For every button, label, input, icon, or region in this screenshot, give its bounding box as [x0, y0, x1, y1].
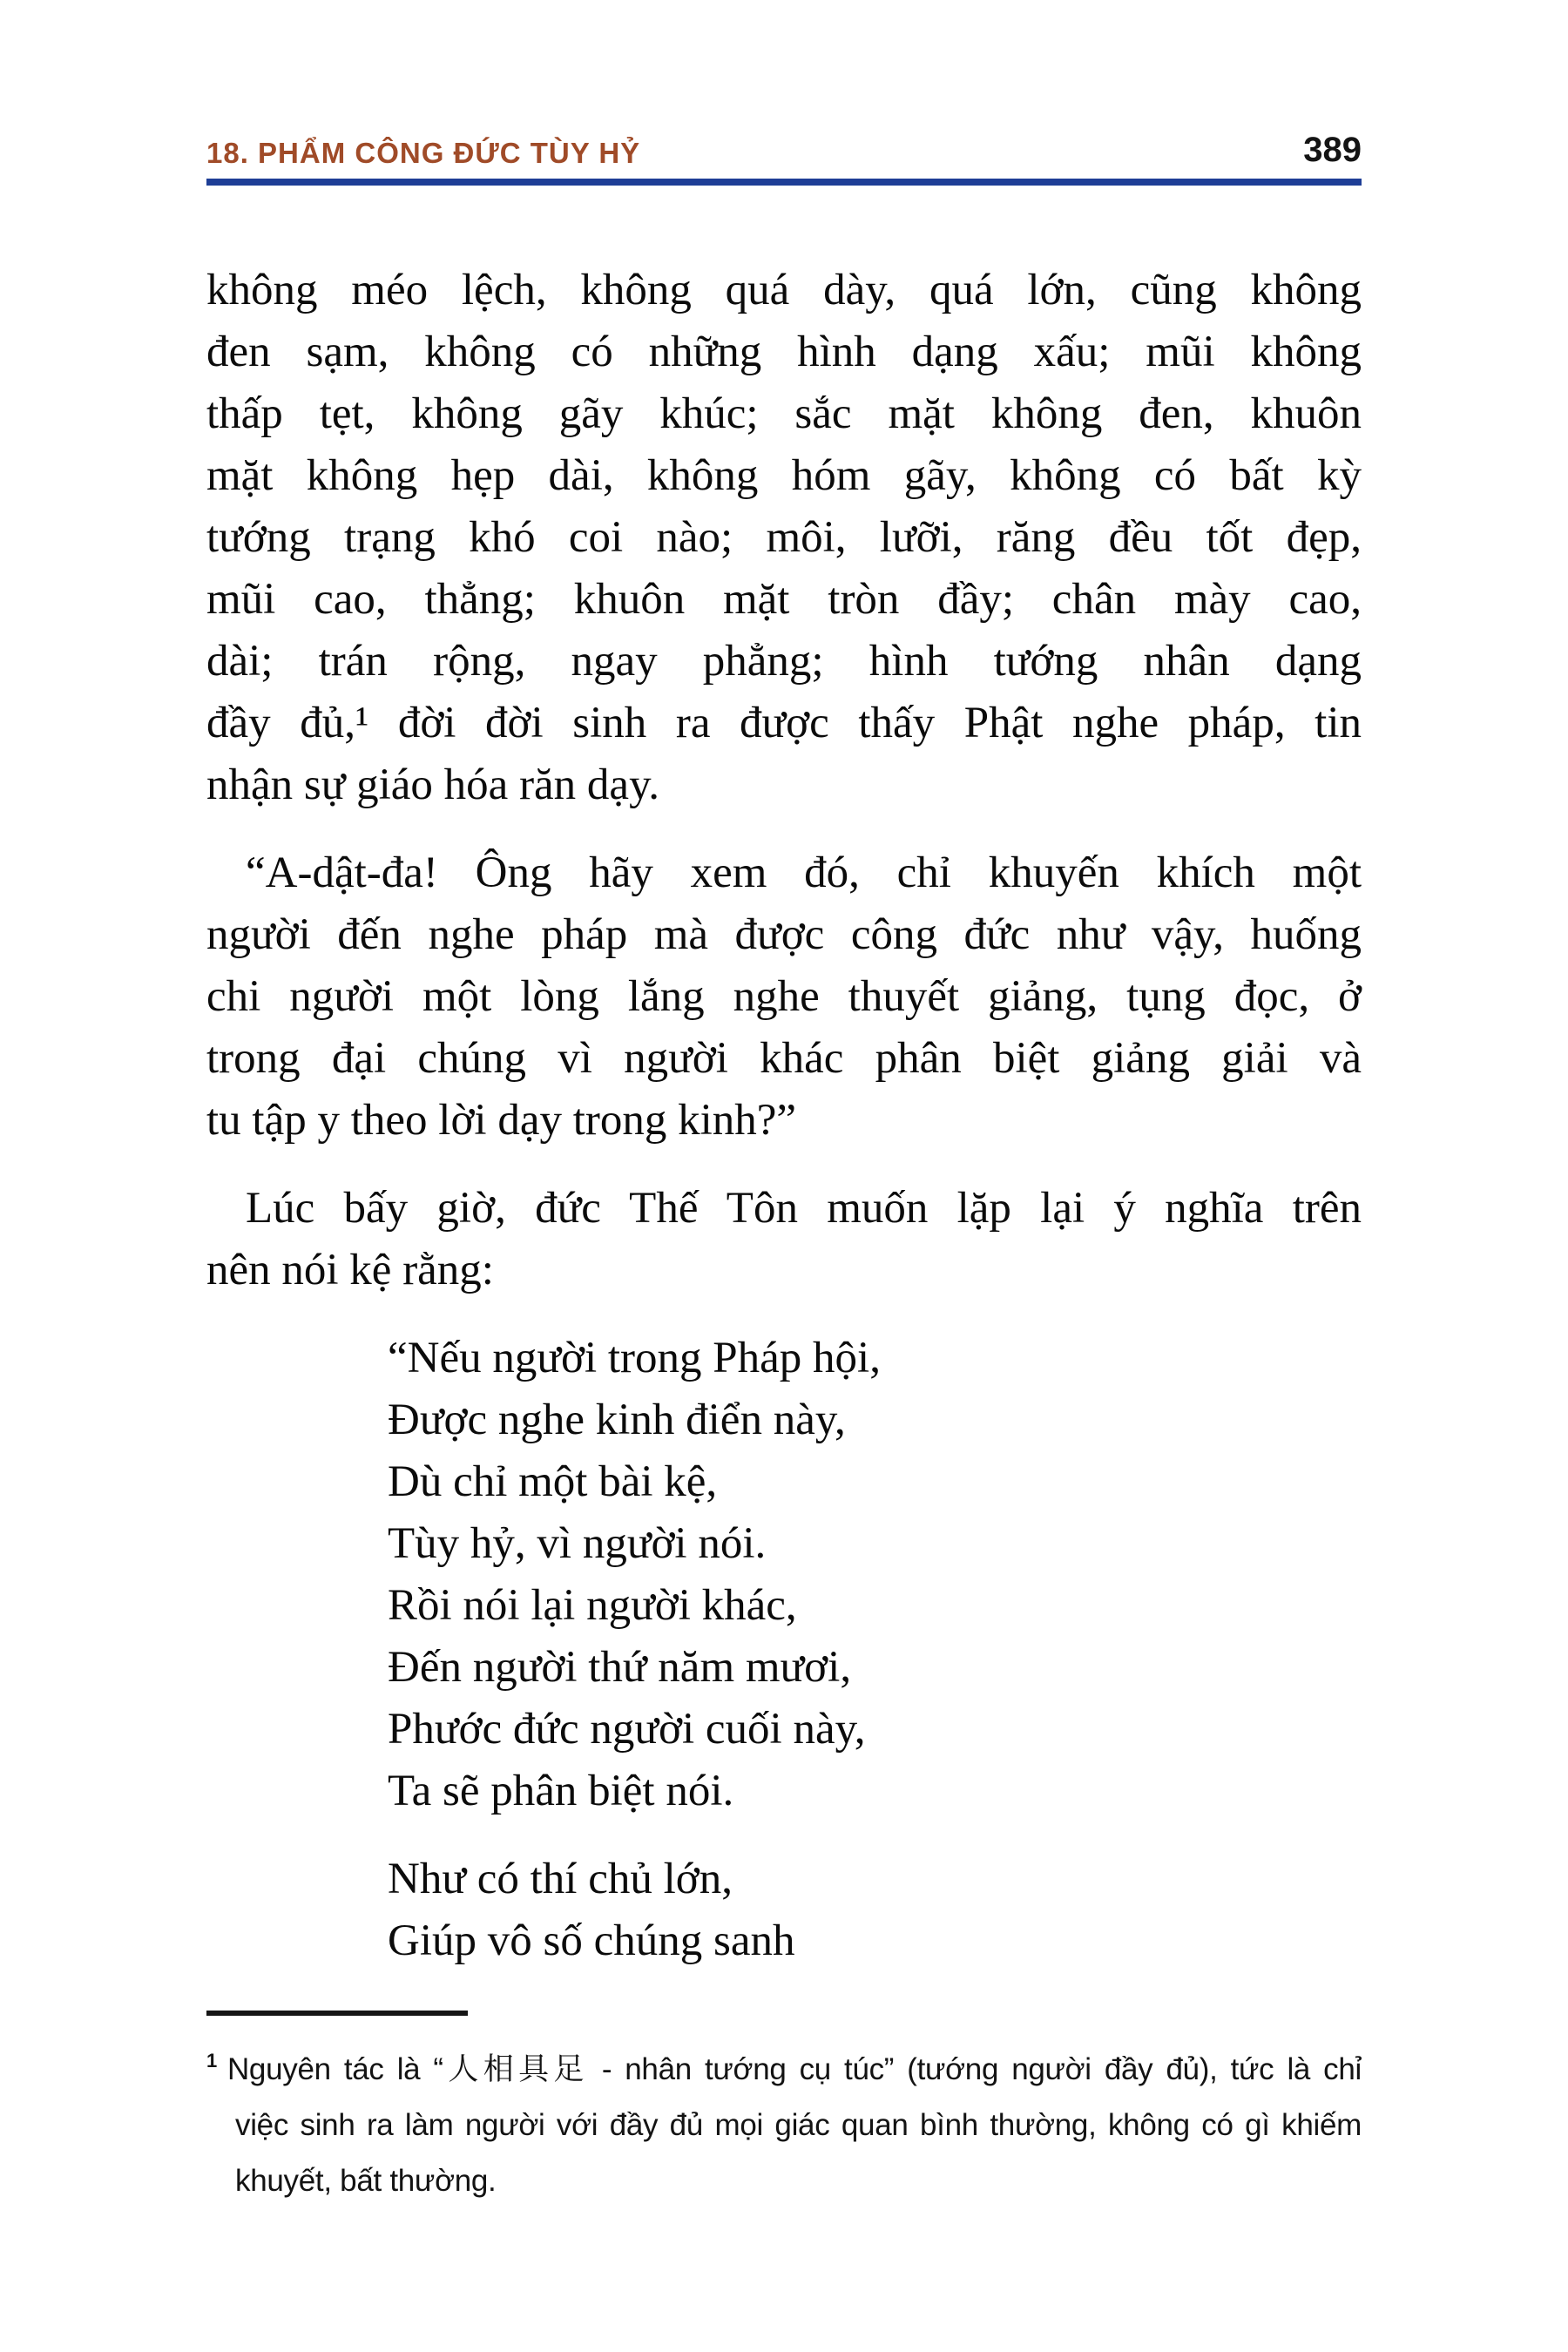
- footnote-line: khuyết, bất thường.: [235, 2164, 497, 2198]
- verse-line: “Nếu người trong Pháp hội,: [388, 1334, 881, 1382]
- page-number: 389: [1303, 131, 1362, 169]
- footnote-marker: 1: [206, 2050, 217, 2072]
- text-line: “A-dật-đa! Ông hãy xem đó, chỉ khuyến khích một: [246, 848, 1362, 897]
- paragraph: [206, 260, 1362, 816]
- verse-line: Rồi nói lại người khác,: [388, 1581, 797, 1630]
- text-line: đầy đủ,¹ đời đời sinh ra được thấy Phật nghe pháp, tin: [206, 699, 1362, 747]
- verse-line: Ta sẽ phân biệt nói.: [388, 1767, 734, 1815]
- chapter-heading: 18. PHẨM CÔNG ĐỨC TÙY HỶ: [206, 137, 641, 169]
- page-content: [206, 0, 1362, 2209]
- text-line: trong đại chúng vì người khác phân biệt giảng giải và: [206, 1034, 1362, 1083]
- body-text: [206, 260, 1362, 1972]
- verse-line: Đến người thứ năm mươi,: [388, 1643, 852, 1692]
- verse-stanza: [206, 1328, 1362, 1822]
- text-line: nhận sự giáo hóa răn dạy.: [206, 760, 660, 809]
- text-line: Lúc bấy giờ, đức Thế Tôn muốn lặp lại ý nghĩa trên: [246, 1184, 1362, 1233]
- footnote-text: [206, 2033, 1362, 2209]
- verse-line: Dù chỉ một bài kệ,: [388, 1457, 718, 1506]
- text-line: tướng trạng khó coi nào; môi, lưỡi, răng đều tốt đẹp,: [206, 513, 1362, 562]
- text-line: người đến nghe pháp mà được công đức như vậy, huống: [206, 910, 1362, 959]
- verse-line: Tùy hỷ, vì người nói.: [388, 1519, 767, 1568]
- header-rule: [206, 179, 1362, 186]
- footnote: [206, 2011, 1362, 2209]
- footnote-line: việc sinh ra làm người với đầy đủ mọi giác quan bình thường, không có gì khiếm: [235, 2108, 1362, 2142]
- page-header: [206, 131, 1362, 170]
- text-line: tu tập y theo lời dạy trong kinh?”: [206, 1096, 797, 1145]
- verse-line: Giúp vô số chúng sanh: [388, 1916, 795, 1965]
- verse-line: Như có thí chủ lớn,: [388, 1855, 733, 1903]
- text-line: chi người một lòng lắng nghe thuyết giảng, tụng đọc, ở: [206, 972, 1362, 1021]
- text-line: thấp tẹt, không gãy khúc; sắc mặt không đen, khuôn: [206, 389, 1362, 438]
- footnote-line: $^1$ Nguyên tác là “人相具足 - nhân tướng cụ túc” (tướng người đầy đủ), tức là chỉ: [206, 2050, 1362, 2086]
- text-line: mặt không hẹp dài, không hóm gãy, không có bất kỳ: [206, 451, 1362, 500]
- verse-line: Được nghe kinh điển này,: [388, 1396, 846, 1444]
- verse-stanza: [206, 1848, 1362, 1972]
- paragraph: [206, 842, 1362, 1152]
- text-line: mũi cao, thẳng; khuôn mặt tròn đầy; chân mày cao,: [206, 575, 1362, 624]
- text-line: dài; trán rộng, ngay phẳng; hình tướng nhân dạng: [206, 637, 1362, 686]
- paragraph: [206, 1178, 1362, 1301]
- footnote-rule: [206, 2011, 468, 2016]
- text-line: không méo lệch, không quá dày, quá lớn, cũng không: [206, 266, 1362, 314]
- verse-line: Phước đức người cuối này,: [388, 1705, 866, 1754]
- text-line: nên nói kệ rằng:: [206, 1246, 494, 1294]
- text-line: đen sạm, không có những hình dạng xấu; mũi không: [206, 328, 1362, 376]
